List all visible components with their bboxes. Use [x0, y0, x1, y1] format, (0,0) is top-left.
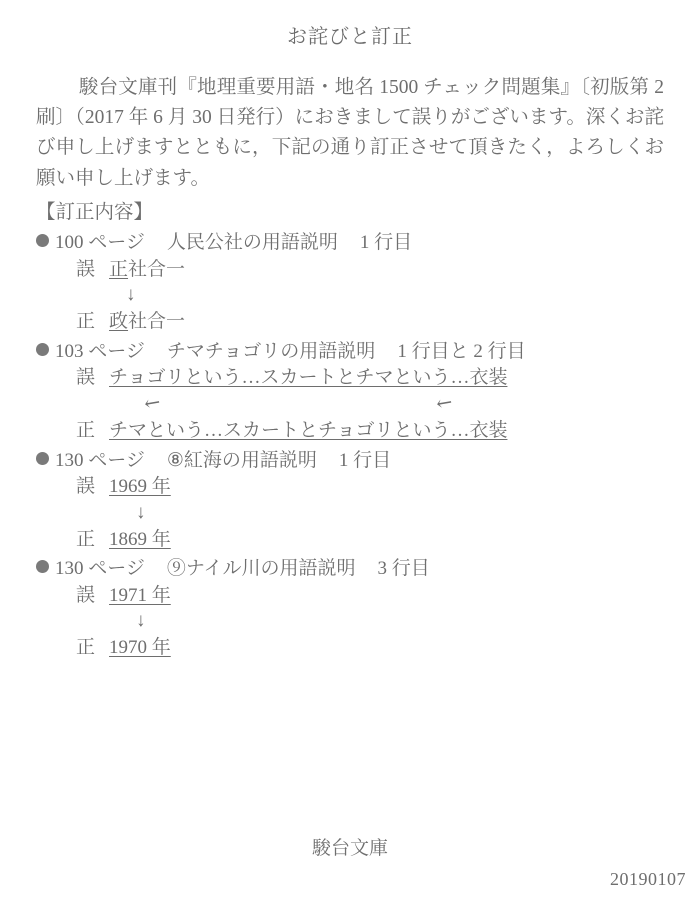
- correct-row: [36, 418, 664, 445]
- correct-underlined-text: 政: [109, 311, 129, 333]
- entry-location: ⑧紅海の用語説明: [166, 449, 317, 471]
- arrow-diagonal-icon-1: ↙: [139, 390, 165, 417]
- entry-page: 130 ページ: [55, 558, 145, 580]
- wrong-row: [36, 257, 664, 284]
- entry-header: [36, 447, 664, 475]
- entry-header: [36, 338, 664, 366]
- correct-label: 正: [76, 637, 96, 659]
- correct-label: 正: [76, 420, 96, 441]
- arrow-row: [36, 501, 664, 527]
- wrong-row: [36, 365, 664, 392]
- wrong-text: チョゴリという…スカートとチマという…衣装: [109, 367, 508, 389]
- correct-label: 正: [76, 528, 96, 550]
- correct-row: [36, 309, 664, 336]
- wrong-label: 誤: [76, 584, 96, 606]
- bullet-icon: [36, 452, 49, 465]
- wrong-label: 誤: [76, 258, 96, 280]
- intro-paragraph: 駿台文庫刊『地理重要用語・地名 1500 チェック問題集』〔初版第 2 刷〕（2017 年 6 月 30 日発行）におきまして誤りがございます。深くお詫び申し上げますとともに，下記の通り訂正させて頂きたく，よろしくお願い申し上げます。: [36, 77, 664, 189]
- bullet-icon: [36, 234, 49, 247]
- arrow-diagonal-icon-2: ↙: [431, 390, 457, 417]
- bullet-icon: [36, 343, 49, 356]
- entry-line: 1 行目: [338, 449, 392, 471]
- entry-header: [36, 229, 664, 257]
- entry-line: 1 行目: [359, 232, 413, 254]
- wrong-row: [36, 474, 664, 501]
- page-title: お詫びと訂正: [287, 26, 413, 48]
- wrong-suffix-text: 社合一: [128, 258, 186, 280]
- wrong-text: 1971 年: [109, 584, 171, 606]
- bullet-icon: [36, 560, 49, 573]
- correct-text: チマという…スカートとチョゴリという…衣装: [109, 420, 508, 441]
- correction-entry: [36, 447, 664, 554]
- correct-text: 1869 年: [109, 528, 171, 550]
- correction-entry: [36, 338, 664, 445]
- entry-page: 100 ページ: [55, 232, 145, 254]
- arrow-row: [36, 609, 664, 635]
- arrow-down-icon: ↓: [136, 610, 146, 632]
- entry-header: [36, 555, 664, 583]
- correction-entry: [36, 229, 664, 336]
- document-date: 20190107: [610, 869, 686, 889]
- entry-page: 103 ページ: [55, 340, 145, 362]
- arrow-down-icon: ↓: [126, 284, 136, 306]
- wrong-underlined-text: 正: [109, 258, 129, 280]
- arrow-down-icon: ↓: [136, 501, 146, 523]
- entry-line: 3 行目: [377, 558, 430, 580]
- correction-entry: [36, 555, 664, 662]
- correct-row: [36, 527, 664, 554]
- wrong-label: 誤: [76, 367, 96, 389]
- wrong-row: [36, 583, 664, 610]
- arrow-row: [36, 392, 664, 418]
- entry-location: 人民公社の用語説明: [166, 232, 338, 254]
- wrong-text: 1969 年: [109, 476, 171, 498]
- correct-label: 正: [76, 311, 96, 333]
- correct-row: [36, 635, 664, 662]
- section-heading: 【訂正内容】: [36, 201, 154, 223]
- arrow-row: [36, 283, 664, 309]
- publisher-name: 駿台文庫: [311, 838, 388, 859]
- entry-location: チマチョゴリの用語説明: [166, 340, 376, 362]
- wrong-label: 誤: [76, 476, 96, 498]
- correct-suffix-text: 社合一: [128, 311, 186, 333]
- entry-page: 130 ページ: [55, 449, 145, 471]
- correct-text: 1970 年: [109, 637, 171, 659]
- entry-line: 1 行目と 2 行目: [397, 340, 526, 362]
- entry-location: ⑨ナイル川の用語説明: [166, 558, 356, 580]
